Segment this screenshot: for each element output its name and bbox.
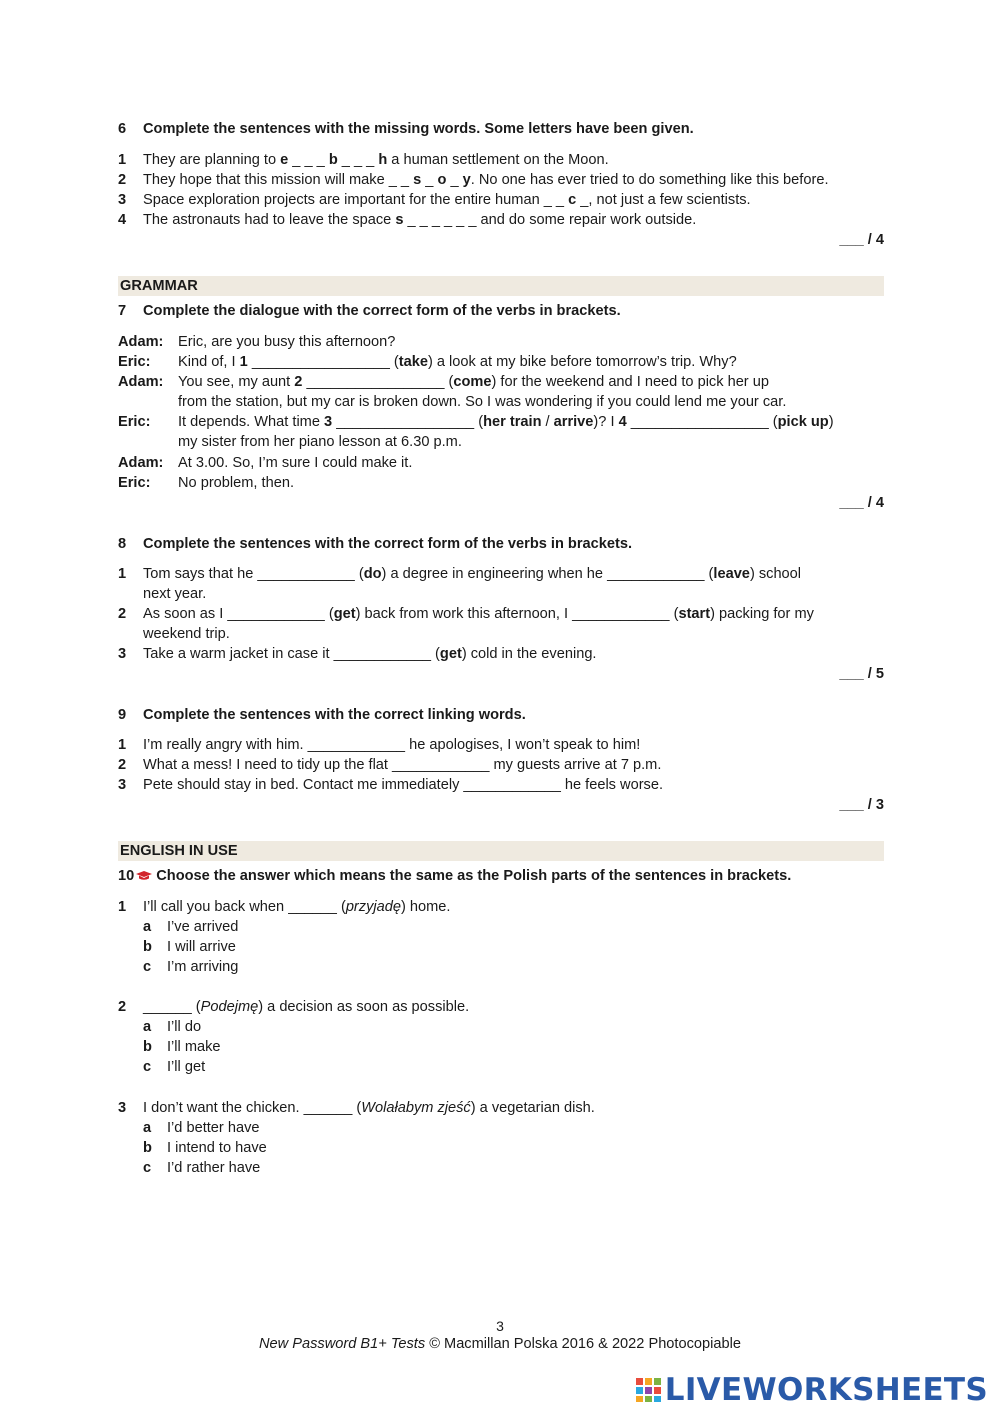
exercise-instruction: Complete the sentences with the missing words. Some letters have been given. — [143, 121, 694, 137]
liveworksheets-logo-icon — [636, 1378, 662, 1402]
given-letter: s — [413, 172, 422, 188]
copyright-text: © Macmillan Polska 2016 & 2022 Photocopiable — [425, 1336, 741, 1352]
verb-prompt: start — [678, 606, 711, 622]
item-number: 3 — [118, 777, 127, 793]
option-text: I’d better have — [167, 1120, 260, 1136]
ex8-item-2 — [118, 604, 814, 624]
ex9-item-3 — [118, 775, 663, 795]
option-c[interactable] — [143, 957, 238, 977]
option-a[interactable] — [143, 1118, 260, 1138]
option-letter: b — [143, 1140, 152, 1156]
verb-prompt: come — [453, 374, 492, 390]
item-text: What a mess! I need to tidy up the flat ____________ my guests arrive at 7 p.m. — [143, 757, 662, 773]
option-text: I’ll do — [167, 1019, 202, 1035]
option-letter: a — [143, 1120, 152, 1136]
option-text: I’ll get — [167, 1059, 206, 1075]
option-text: I’d rather have — [167, 1160, 261, 1176]
option-c[interactable] — [143, 1158, 260, 1178]
item-text: Tom says that he ____________ ( — [143, 566, 364, 582]
option-letter: a — [143, 1019, 152, 1035]
given-letter: e — [280, 152, 289, 168]
item-number: 1 — [118, 899, 127, 915]
option-b[interactable] — [143, 937, 236, 957]
english-in-use-section-title: ENGLISH IN USE — [118, 841, 884, 861]
exercise-number: 10 — [118, 868, 135, 884]
item-text: I don’t want the chicken. ______ ( — [143, 1100, 362, 1116]
ex6-item-2 — [118, 170, 829, 190]
item-text: ______ ( — [143, 999, 201, 1015]
polish-phrase: przyjadę — [345, 899, 401, 915]
polish-phrase: Wolałabym zjeść — [361, 1100, 471, 1116]
option-b[interactable] — [143, 1037, 221, 1057]
ex6-item-4 — [118, 210, 696, 230]
answer-blank[interactable]: _________________ ( — [626, 414, 778, 430]
exercise-instruction: Complete the sentences with the correct form of the verbs in brackets. — [143, 536, 633, 552]
polish-phrase: Podejmę — [200, 999, 259, 1015]
item-number: 3 — [118, 192, 127, 208]
exercise-9-heading — [118, 707, 526, 723]
grammar-section-title: GRAMMAR — [118, 276, 884, 296]
answer-blank[interactable]: _________________ ( — [247, 354, 399, 370]
item-text: ) cold in the evening. — [461, 646, 597, 662]
dialogue-line — [118, 372, 769, 392]
item-text: Space exploration projects are important for the entire human _ _ — [143, 192, 569, 208]
item-text: I’ll call you back when ______ ( — [143, 899, 346, 915]
ex9-item-2 — [118, 755, 661, 775]
exercise-instruction: Complete the dialogue with the correct form of the verbs in brackets. — [143, 303, 621, 319]
line-text: No problem, then. — [178, 475, 295, 491]
option-a[interactable] — [143, 1017, 201, 1037]
ex8-item-1 — [118, 564, 801, 584]
dialogue-line — [118, 473, 294, 493]
option-b[interactable] — [143, 1138, 267, 1158]
ex6-score: ___ / 4 — [839, 232, 884, 248]
item-text: I’m really angry with him. ____________ he apologises, I won’t speak to him! — [143, 737, 641, 753]
given-letter: b — [328, 152, 338, 168]
item-text: _ _ _ _ _ _ and do some repair work outside. — [403, 212, 697, 228]
option-c[interactable] — [143, 1057, 205, 1077]
verb-prompt: get — [439, 646, 462, 662]
graduation-cap-icon — [136, 871, 152, 881]
speaker: Eric: — [118, 354, 151, 370]
option-a[interactable] — [143, 917, 238, 937]
given-letter: y — [462, 172, 471, 188]
option-text: I’ll make — [167, 1039, 221, 1055]
given-letter: c — [568, 192, 577, 208]
exercise-6-heading — [118, 121, 694, 137]
item-number: 2 — [118, 999, 127, 1015]
verb-prompt: arrive — [553, 414, 594, 430]
line-text: / — [541, 414, 554, 430]
item-number: 1 — [118, 152, 127, 168]
item-number: 2 — [118, 606, 127, 622]
verb-prompt: get — [333, 606, 356, 622]
exercise-number: 7 — [118, 303, 127, 319]
gap-number: 3 — [324, 414, 333, 430]
speaker: Adam: — [118, 334, 164, 350]
ex10-question-1 — [118, 897, 450, 917]
given-letter: o — [437, 172, 447, 188]
line-text: ) a look at my bike before tomorrow’s trip. Why? — [427, 354, 737, 370]
liveworksheets-logo[interactable] — [636, 1372, 988, 1408]
verb-prompt: do — [363, 566, 382, 582]
item-text: They are planning to — [143, 152, 281, 168]
option-letter: c — [143, 1059, 152, 1075]
ex6-item-1 — [118, 150, 609, 170]
ex8-item-3 — [118, 644, 596, 664]
item-text: . No one has ever tried to do something like this before. — [470, 172, 829, 188]
dialogue-line — [118, 352, 737, 372]
item-text: As soon as I ____________ ( — [143, 606, 334, 622]
gap-number: 2 — [294, 374, 303, 390]
line-text: ) — [828, 414, 834, 430]
ex8-score: ___ / 5 — [839, 666, 884, 682]
dialogue-continuation: from the station, but my car is broken down. So I was wondering if you could lend me your car. — [178, 394, 787, 410]
item-text: ) a vegetarian dish. — [470, 1100, 595, 1116]
exercise-instruction: Choose the answer which means the same as the Polish parts of the sentences in brackets. — [156, 868, 792, 884]
item-number: 3 — [118, 1100, 127, 1116]
exercise-instruction: Complete the sentences with the correct linking words. — [143, 707, 526, 723]
item-text: _ — [421, 172, 438, 188]
speaker: Eric: — [118, 414, 151, 430]
verb-prompt: her train — [483, 414, 542, 430]
exercise-8-heading — [118, 536, 632, 552]
verb-prompt: leave — [713, 566, 750, 582]
line-text: Eric, are you busy this afternoon? — [178, 334, 396, 350]
item-text: a human settlement on the Moon. — [387, 152, 609, 168]
item-text: ) school — [749, 566, 802, 582]
exercise-number: 9 — [118, 707, 127, 723]
item-text: ) packing for my — [710, 606, 814, 622]
line-text: )? I — [593, 414, 619, 430]
ex9-item-1 — [118, 735, 640, 755]
item-text: _ — [446, 172, 463, 188]
gap-number: 4 — [618, 414, 627, 430]
ex10-question-2 — [118, 997, 469, 1017]
verb-prompt: pick up — [777, 414, 829, 430]
exercise-10-heading — [118, 868, 791, 884]
speaker: Eric: — [118, 475, 151, 491]
line-text: You see, my aunt — [178, 374, 295, 390]
item-number: 2 — [118, 757, 127, 773]
item-text: _, not just a few scientists. — [576, 192, 751, 208]
item-number: 1 — [118, 566, 127, 582]
copyright-line — [0, 1336, 1000, 1352]
option-text: I’ve arrived — [167, 919, 239, 935]
line-text: ) for the weekend and I need to pick her up — [491, 374, 769, 390]
item-number: 2 — [118, 172, 127, 188]
option-letter: a — [143, 919, 152, 935]
option-text: I will arrive — [167, 939, 236, 955]
exercise-number: 6 — [118, 121, 127, 137]
ex8-item-2-continuation: weekend trip. — [143, 626, 230, 642]
option-letter: b — [143, 939, 152, 955]
exercise-7-heading — [118, 303, 621, 319]
line-text: Kind of, I — [178, 354, 240, 370]
item-text: ) back from work this afternoon, I ____________ ( — [355, 606, 679, 622]
ex10-question-3 — [118, 1098, 595, 1118]
dialogue-line — [118, 453, 412, 473]
item-text: The astronauts had to leave the space — [143, 212, 396, 228]
option-letter: b — [143, 1039, 152, 1055]
item-number: 3 — [118, 646, 127, 662]
option-letter: c — [143, 959, 152, 975]
option-letter: c — [143, 1160, 152, 1176]
line-text: At 3.00. So, I’m sure I could make it. — [178, 455, 413, 471]
verb-prompt: take — [398, 354, 428, 370]
ex6-item-3 — [118, 190, 751, 210]
option-text: I’m arriving — [167, 959, 239, 975]
given-letter: s — [395, 212, 404, 228]
gap-number: 1 — [239, 354, 248, 370]
dialogue-line — [118, 332, 395, 352]
item-text: Pete should stay in bed. Contact me immediately ____________ he feels worse. — [143, 777, 664, 793]
item-number: 4 — [118, 212, 127, 228]
item-text: _ _ _ — [288, 152, 329, 168]
speaker: Adam: — [118, 374, 164, 390]
ex7-score: ___ / 4 — [839, 495, 884, 511]
option-text: I intend to have — [167, 1140, 267, 1156]
speaker: Adam: — [118, 455, 164, 471]
item-text: Take a warm jacket in case it ____________ ( — [143, 646, 440, 662]
page-number: 3 — [496, 1318, 504, 1334]
item-text: They hope that this mission will make _ _ — [143, 172, 414, 188]
item-text: ) home. — [400, 899, 451, 915]
ex8-item-1-continuation: next year. — [143, 586, 207, 602]
answer-blank[interactable]: _________________ ( — [302, 374, 454, 390]
exercise-number: 8 — [118, 536, 127, 552]
dialogue-line — [118, 412, 834, 432]
item-text: _ _ _ — [337, 152, 379, 168]
item-text: ) a degree in engineering when he ____________ ( — [381, 566, 714, 582]
dialogue-continuation: my sister from her piano lesson at 6.30 p.m. — [178, 434, 462, 450]
book-title: New Password B1+ Tests — [259, 1336, 426, 1352]
brand-name: LIVEWORKSHEETS — [664, 1372, 988, 1408]
item-text: ) a decision as soon as possible. — [258, 999, 470, 1015]
item-number: 1 — [118, 737, 127, 753]
line-text: It depends. What time — [178, 414, 325, 430]
ex9-score: ___ / 3 — [839, 797, 884, 813]
given-letter: h — [378, 152, 388, 168]
answer-blank[interactable]: _________________ ( — [332, 414, 484, 430]
